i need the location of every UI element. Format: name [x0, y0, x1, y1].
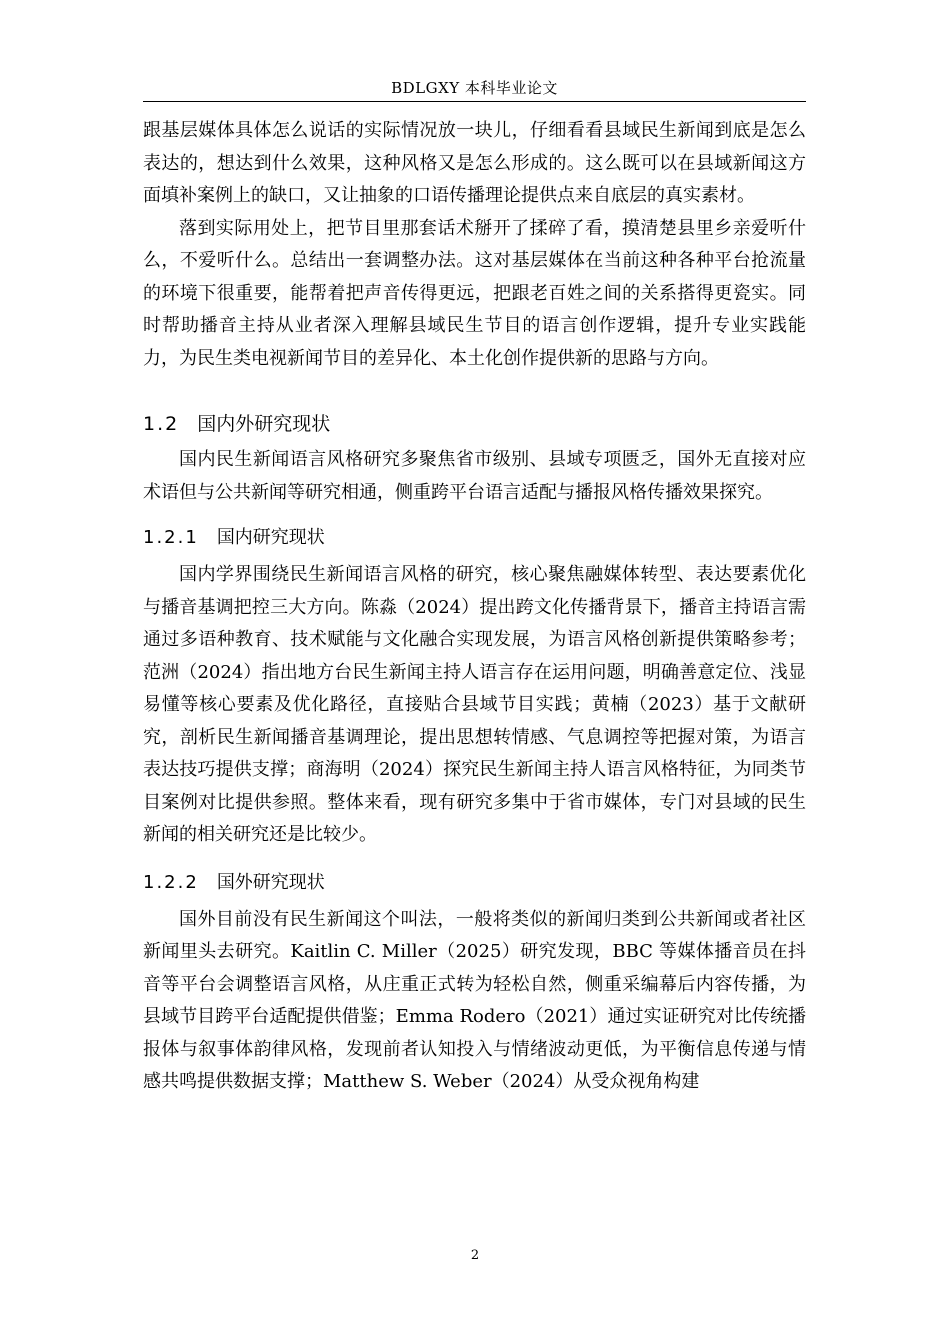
paragraph-section-intro: 国内民生新闻语言风格研究多聚焦省市级别、县域专项匮乏，国外无直接对应术语但与公共新闻等研究相通，侧重跨平台语言适配与播报风格传播效果探究。	[143, 449, 806, 503]
paragraph-foreign-research: 国外目前没有民生新闻这个叫法，一般将类似的新闻归类到公共新闻或者社区新闻里头去研究。Kaitlin C. Miller（2025）研究发现，BBC 等媒体播音员在抖音等平台会调整语言风格，从庄重正式转为轻松自然，侧重采编幕后内容传播，为县域节目跨平台适配提供借鉴；Emma Rodero（2021）通过实证研究对比传统播报体与叙事体韵律风格，发现前者认知投入与情绪波动更低，为平衡信息传递与情感共鸣提供数据支撑；Matthew S. Weber（2024）从受众视角构建	[143, 908, 806, 1092]
paragraph-continued: 跟基层媒体具体怎么说话的实际情况放一块儿，仔细看看县域民生新闻到底是怎么表达的，想达到什么效果，这种风格又是怎么形成的。这么既可以在县域新闻这方面填补案例上的缺口，又让抽象的口语传播理论提供点来自底层的真实素材。	[143, 120, 806, 206]
section-number: 1.2.2	[143, 871, 199, 893]
section-title: 国外研究现状	[216, 871, 325, 893]
header-divider	[143, 101, 806, 102]
paragraph-domestic-research: 国内学界围绕民生新闻语言风格的研究，核心聚焦融媒体转型、表达要素优化与播音基调把控三大方向。陈淼（2024）提出跨文化传播背景下，播音主持语言需通过多语种教育、技术赋能与文化融合实现发展，为语言风格创新提供策略参考；范洲（2024）指出地方台民生新闻主持人语言存在运用问题，明确善意定位、浅显易懂等核心要素及优化路径，直接贴合县域节目实践；黄楠（2023）基于文献研究，剖析民生新闻播音基调理论，提出思想转情感、气息调控等把握对策，为语言表达技巧提供支撑；商海明（2024）探究民生新闻主持人语言风格特征，为同类节目案例对比提供参照。整体来看，现有研究多集中于省市媒体，专门对县域的民生新闻的相关研究还是比较少。	[143, 564, 806, 845]
section-number: 1.2	[143, 413, 180, 435]
section-title: 国内研究现状	[216, 527, 325, 548]
running-header: BDLGXY 本科毕业论文	[391, 79, 558, 97]
section-heading-1-2	[143, 409, 806, 439]
section-number: 1.2.1	[143, 527, 199, 548]
document-body	[143, 115, 806, 1099]
section-heading-1-2-1	[143, 523, 806, 553]
paragraph-practical-value: 落到实际用处上，把节目里那套话术掰开了揉碎了看，摸清楚县里乡亲爱听什么，不爱听什么。总结出一套调整办法。这对基层媒体在当前这种各种平台抢流量的环境下很重要，能帮着把声音传得更远，把跟老百姓之间的关系搭得更瓷实。同时帮助播音主持从业者深入理解县域民生节目的语言创作逻辑，提升专业实践能力，为民生类电视新闻节目的差异化、本土化创作提供新的思路与方向。	[143, 217, 806, 369]
section-heading-1-2-2	[143, 868, 806, 898]
section-title: 国内外研究现状	[197, 413, 331, 435]
page-number: 2	[470, 1248, 480, 1263]
